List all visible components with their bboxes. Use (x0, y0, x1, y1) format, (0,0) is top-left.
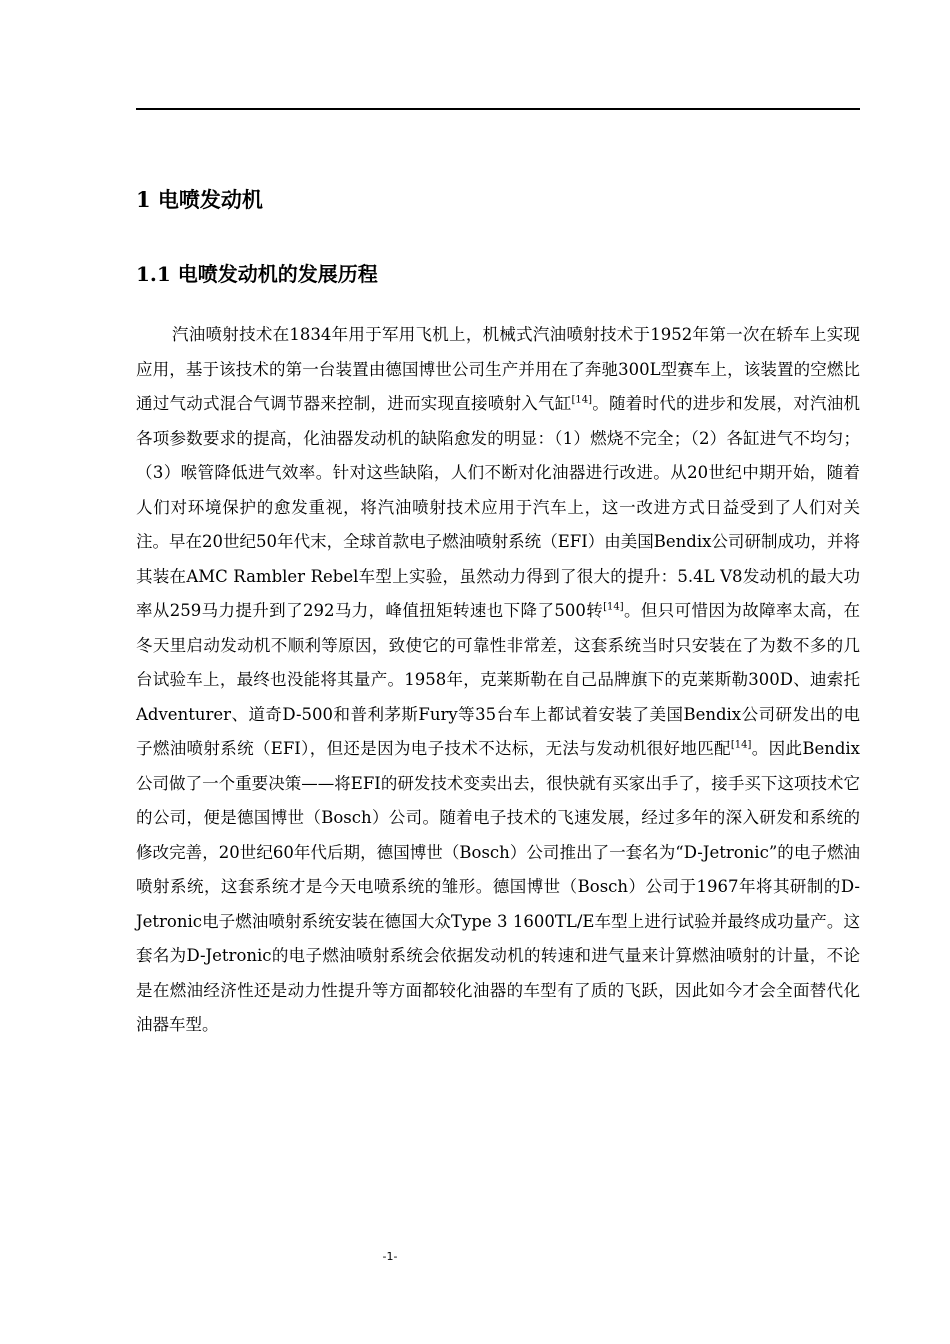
chapter-title: 1 电喷发动机 (136, 187, 263, 212)
paragraph-text: 。但只可惜因为故障率太高，在冬天里启动发动机不顺利等原因，致使它的可靠性非常差，这套系统当时只安装在了为数不多的几台试验车上，最终也没能将其量产。1958年，克莱斯勒在自己品牌旗下的克莱斯勒300D、迪索托Adventurer、道奇D-500和普利茅斯Fury等35台车上都试着安装了美国Bendix公司研发出的电子燃油喷射系统（EFI），但还是因为电子技术不达标，无法与发动机很好地匹配 (136, 601, 861, 758)
section-title: 1.1 电喷发动机的发展历程 (136, 262, 378, 286)
body-paragraph (136, 318, 860, 1043)
paragraph-text: 。因此Bendix公司做了一个重要决策——将EFI的研发技术变卖出去，很快就有买家出手了，接手买下这项技术它的公司，便是德国博世（Bosch）公司。随着电子技术的飞速发展，经过多年的深入研发和系统的修改完善，20世纪60年代后期，德国博世（Bosch）公司推出了一套名为“D-Jetronic”的电子燃油喷射系统，这套系统才是今天电喷系统的雏形。德国博世（Bosch）公司于1967年将其研制的D-Jetronic电子燃油喷射系统安装在德国大众Type 3 1600TL/E车型上进行试验并最终成功量产。这套名为D-Jetronic的电子燃油喷射系统会依据发动机的转速和进气量来计算燃油喷射的计量，不论是在燃油经济性还是动力性提升等方面都较化油器的车型有了质的飞跃，因此如今才会全面替代化油器车型。 (136, 739, 860, 1034)
header-rule (136, 108, 860, 110)
citation: [14] (603, 601, 624, 613)
citation: [14] (730, 739, 752, 751)
page-number: -1- (382, 1250, 398, 1263)
citation: [14] (571, 394, 593, 406)
paragraph-text: 。随着时代的进步和发展，对汽油机各项参数要求的提高，化油器发动机的缺陷愈发的明显：（1）燃烧不完全；（2）各缸进气不均匀；（3）喉管降低进气效率。针对这些缺陷，人们不断对化油器进行改进。从20世纪中期开始，随着人们对环境保护的愈发重视，将汽油喷射技术应用于汽车上，这一改进方式日益受到了人们对关注。早在20世纪50年代末，全球首款电子燃油喷射系统（EFI）由美国Bendix公司研制成功，并将其装在AMC Rambler Rebel车型上实验，虽然动力得到了很大的提升：5.4L V8发动机的最大功率从259马力提升到了292马力，峰值扭矩转速也下降了500转 (136, 394, 861, 620)
paragraph-text: 汽油喷射技术在1834年用于军用飞机上，机械式汽油喷射技术于1952年第一次在轿车上实现应用，基于该技术的第一台装置由德国博世公司生产并用在了奔驰300L型赛车上，该装置的空燃比通过气动式混合气调节器来控制，进而实现直接喷射入气缸 (136, 325, 860, 413)
